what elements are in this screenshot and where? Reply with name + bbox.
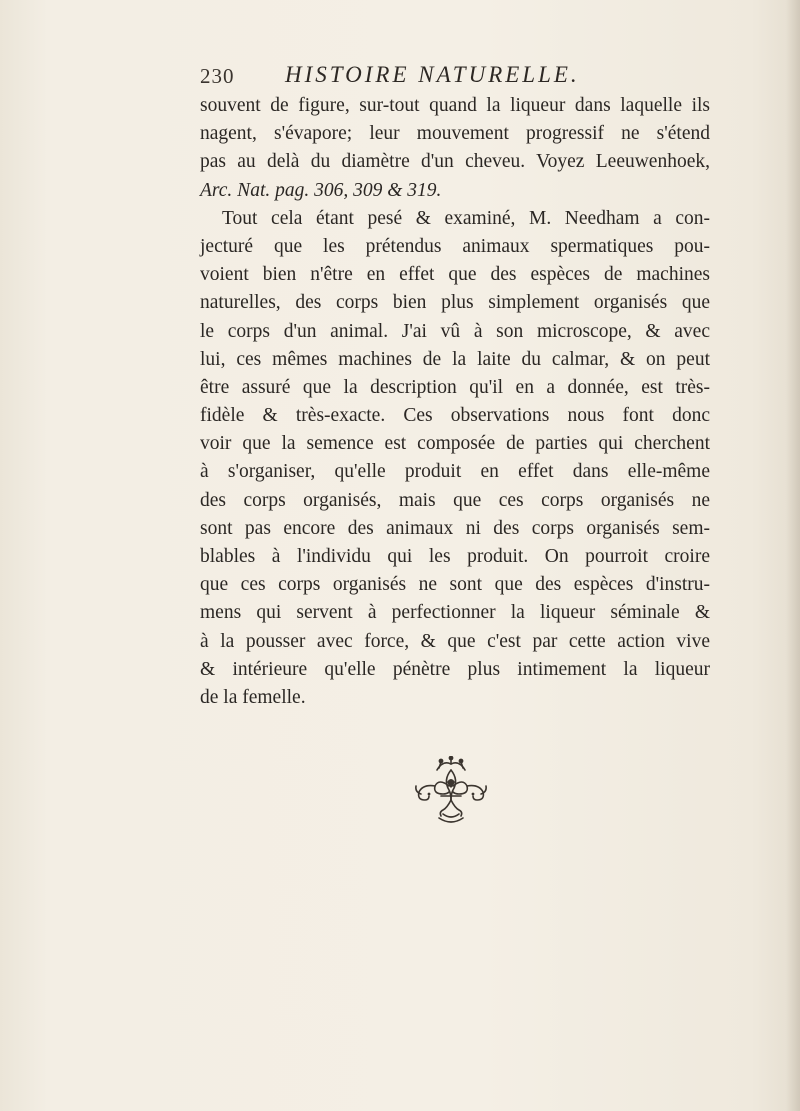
text-line: Arc. Nat. pag. 306, 309 & 319.: [200, 179, 442, 201]
text-line: pas au delà du diamètre d'un cheveu. Voyez Leeuwenhoek,: [200, 151, 710, 173]
text-line: être assuré que la description qu'il en a donnée, est très-: [200, 376, 710, 398]
page-edge-shadow: [786, 0, 800, 1111]
fleur-de-lis-tailpiece-icon: [413, 756, 489, 828]
text-line: blables à l'individu qui les produit. On pourroit croire: [200, 546, 710, 567]
page-number: 230: [200, 64, 235, 88]
text-line: jecturé que les prétendus animaux spermatiques pou-: [200, 235, 710, 257]
text-line: & intérieure qu'elle pénètre plus intimement la liqueur: [200, 658, 710, 680]
running-title: HISTOIRE NATURELLE.: [285, 62, 580, 87]
text-line: voir que la semence est composée de parties qui cherchent: [200, 433, 710, 455]
text-line: de la femelle.: [200, 686, 306, 708]
text-line: des corps organisés, mais que ces corps organisés ne: [200, 489, 710, 511]
text-line: souvent de figure, sur-tout quand la liqueur dans laquelle ils: [200, 95, 710, 116]
text-line: à la pousser avec force, & que c'est par cette action vive: [200, 630, 710, 652]
text-line: naturelles, des corps bien plus simplement organisés que: [200, 292, 710, 314]
text-line: le corps d'un animal. J'ai vû à son microscope, & avec: [200, 320, 710, 342]
body-text: [200, 92, 710, 712]
text-line: voient bien n'être en effet que des espèces de machines: [200, 264, 710, 286]
text-line: lui, ces mêmes machines de la laite du calmar, & on peut: [200, 348, 710, 370]
text-line: fidèle & très-exacte. Ces observations nous font donc: [200, 405, 710, 427]
text-line: Tout cela étant pesé & examiné, M. Needham a con-: [222, 207, 710, 229]
text-line: sont pas encore des animaux ni des corps organisés sem-: [200, 517, 710, 539]
text-line: à s'organiser, qu'elle produit en effet dans elle-même: [200, 461, 710, 483]
text-line: nagent, s'évapore; leur mouvement progressif ne s'étend: [200, 123, 710, 145]
text-line: que ces corps organisés ne sont que des espèces d'instru-: [200, 574, 710, 596]
text-line: mens qui servent à perfectionner la liqueur séminale &: [200, 602, 710, 624]
page-header: [200, 64, 630, 94]
